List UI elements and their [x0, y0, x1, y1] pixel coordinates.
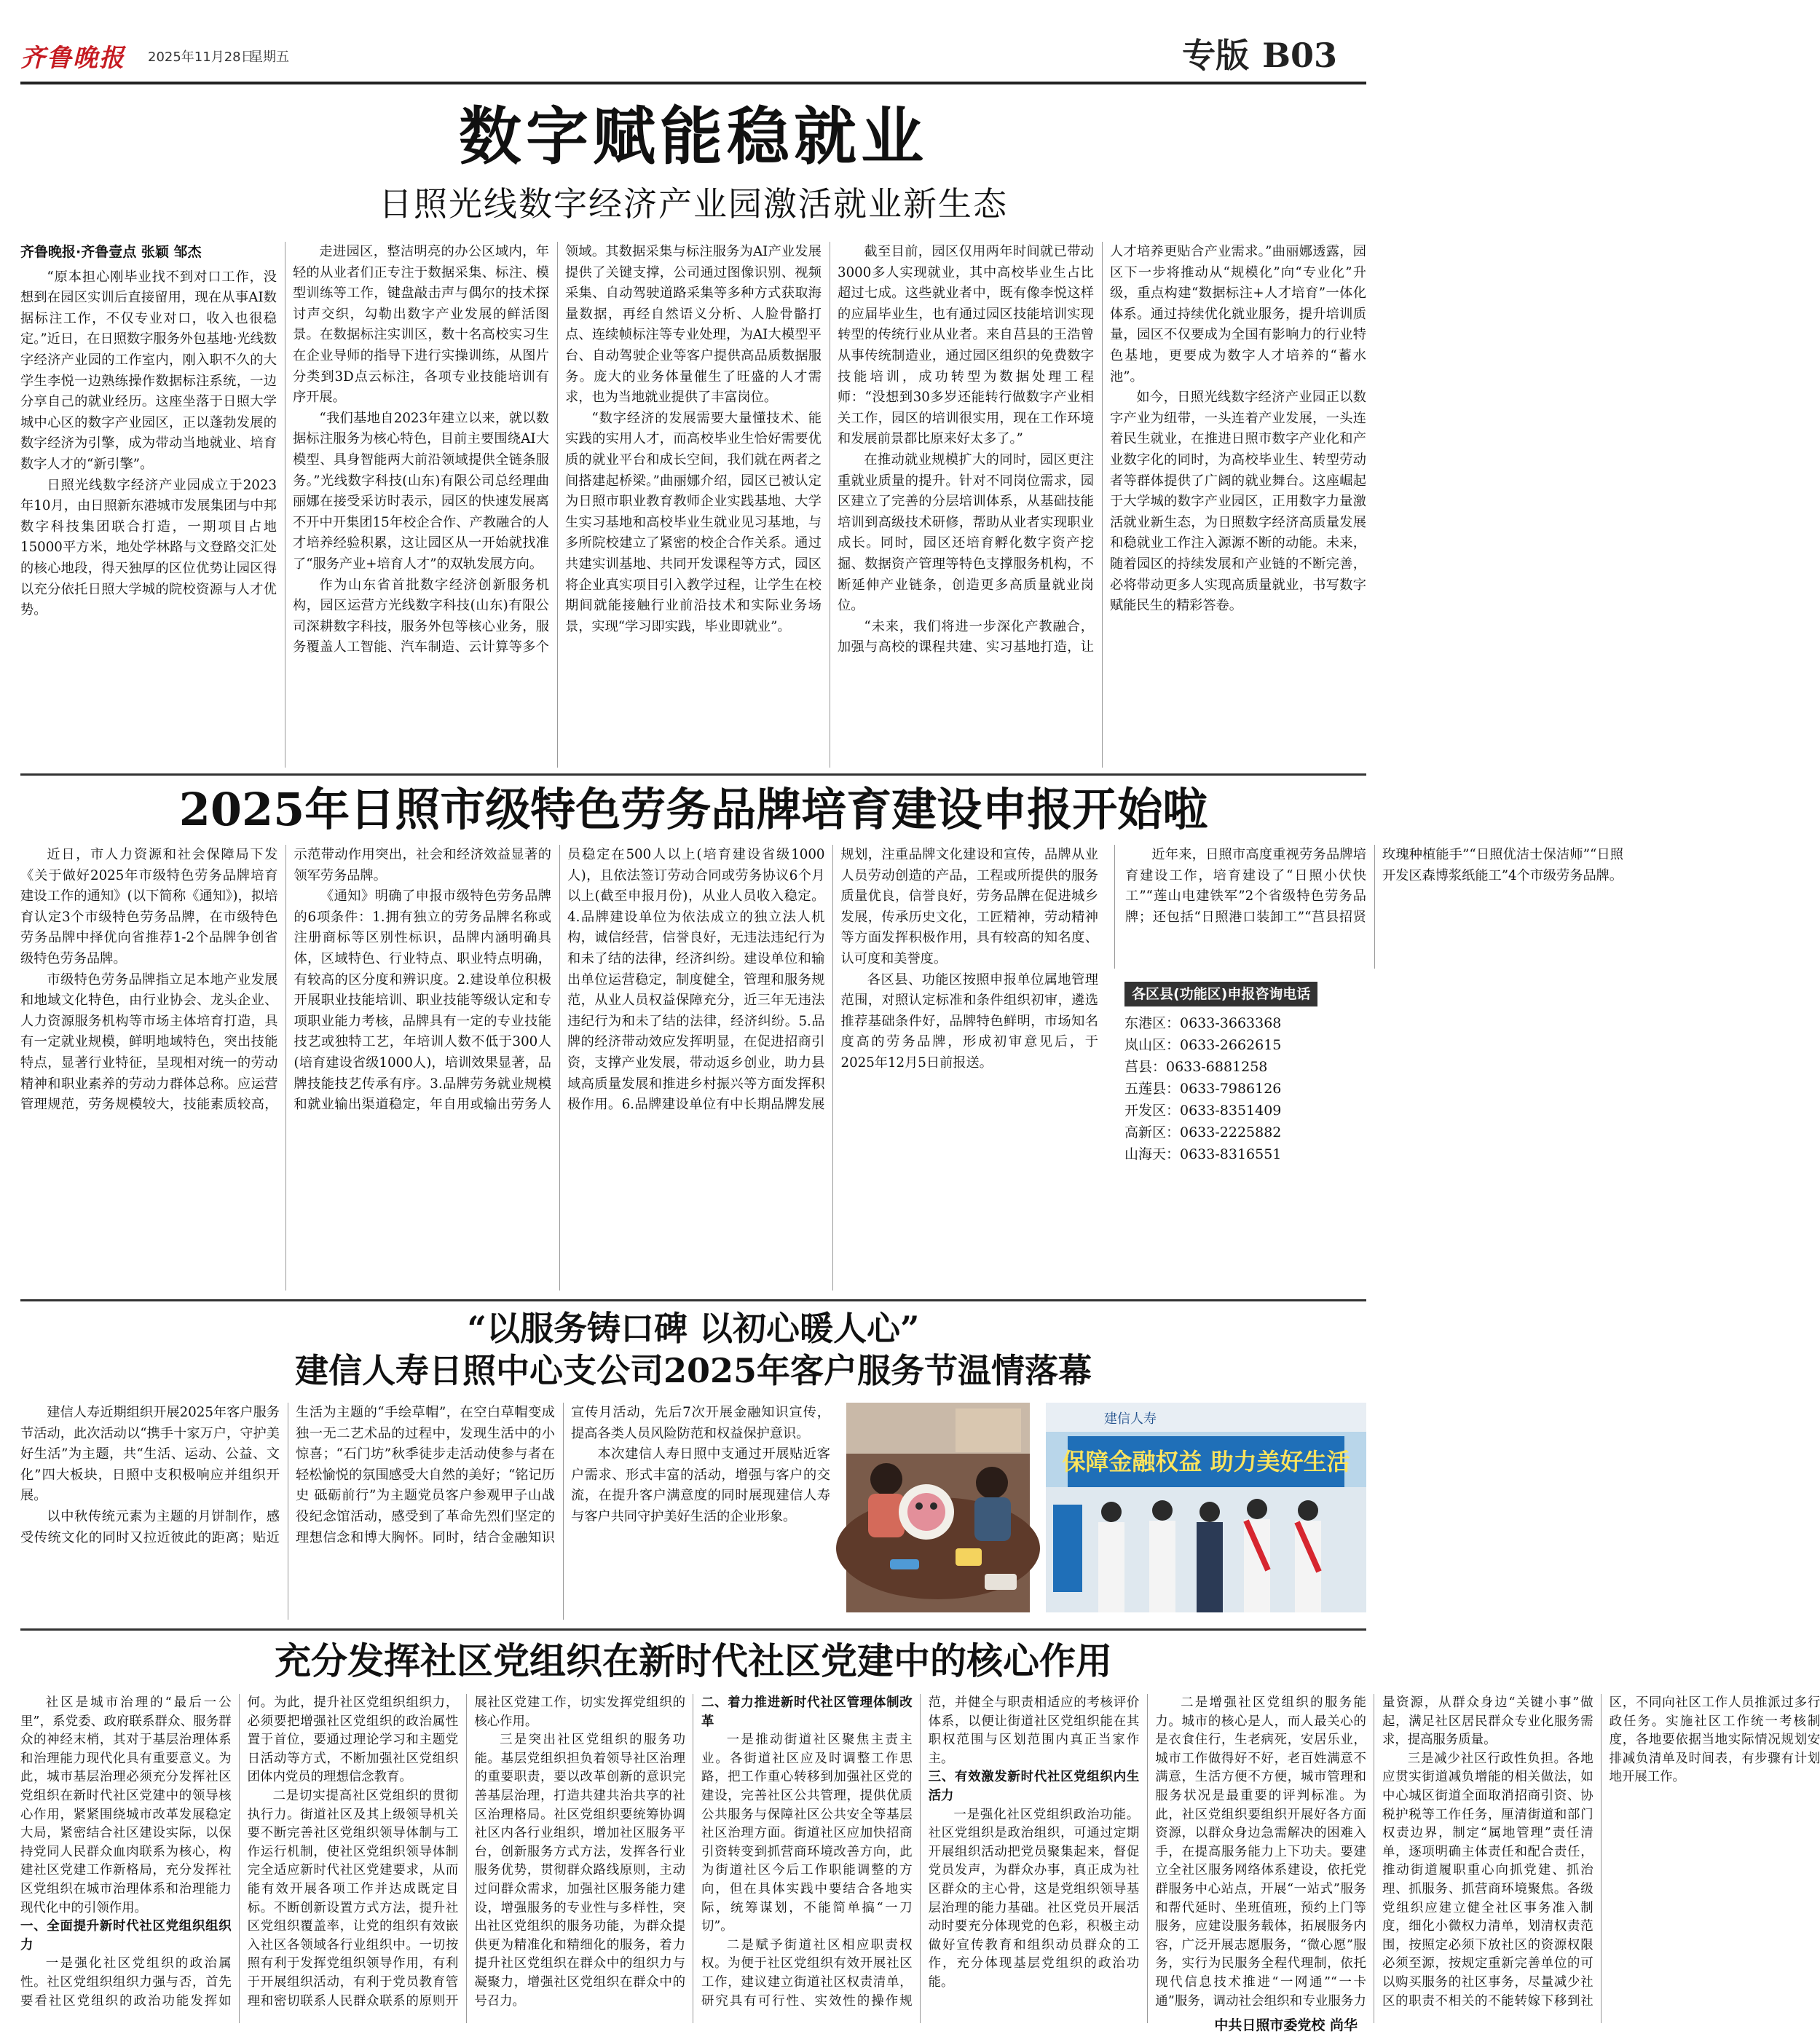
- article4-paragraph: 一是强化社区党组织政治功能。社区党组织是政治组织，可通过定期开展组织活动把党员聚集起来，督促党员发声，为群众办事，真正成为社区群众的主心骨，这是党组织领导基层治理的能力基础。社区党员开展活动时要充分体现党的色彩，积极主动做好宣传教育和组织动员群众的工作，充分体现基层党组织的政治功能。: [928, 1807, 1140, 1990]
- inquiry-item: 开发区：0633-8351409: [1124, 1103, 1282, 1119]
- outdoor-photo-illustration: [1046, 1403, 1366, 1612]
- article-divider: [20, 773, 1366, 776]
- photo-banner-text: 保障金融权益 助力美好生活: [1062, 1448, 1350, 1475]
- article1-paragraph: “我们基地自2023年建立以来，就以数据标注服务为核心特色，目前主要围绕AI大模型、具身智能两大前沿领域提供全链条服务。”光线数字科技(山东)有限公司总经理曲丽娜在接受采访时表示，园区的快速发展离不开中开集团15年校企合作、产教融合的人才培养经验积累，这让园区从一开始就找准了“服务产业+培育人才”的双轨发展方向。: [293, 410, 549, 572]
- article4-body: [20, 1694, 1820, 2023]
- article4-paragraph: 三是减少社区行政性负担。各地应贯实街道减负增能的相关做法，如中心城区街道全面取消招商引资、协税护税等工作任务，厘清街道和部门权责边界，制定“属地管理”责任清单，逐项明确主体责任和配合责任，推动街道履职重心向抓党建、抓治理、抓服务、抓营商环境聚焦。各级党组织应建立健全社区事务准入制度，细化小微权力清单，划清权责范围，按照定必须下放社区的资源权限必须至源，按规定重新完善单位的可以购买服务的社区事务，尽量减少社区的职责不相关的不能转嫁下移到社区，不同向社区工作人员推派过多行政任务。实施社区工作统一考核制度，各地要依据当地实际情况规划安排减负清单及时间表，有步骤有计划地开展工作。: [1382, 1695, 1820, 2009]
- masthead: [20, 0, 1366, 109]
- activity-photo-indoor: [846, 1403, 1030, 1612]
- article1-paragraph: 如今，日照光线数字经济产业园正以数字产业为纽带，一头连着产业发展，一头连着民生就业，在推进日照市数字产业化和产业数字化的同时，为高校毕业生、转型劳动者等群体提供了广阔的就业舞台。这座崛起于大学城的数字产业园区，正用数字力量激活就业新生态，为日照数字经济高质量发展和稳就业工作注入源源不断的动能。未来，随着园区的持续发展和产业链的不断完善，必将带动更多人实现高质量就业，书写数字赋能民生的精彩答卷。: [1110, 390, 1366, 614]
- article3-paragraph: 建信人寿近期组织开展2025年客户服务节活动，此次活动以“携手十家万户，守护美好生活”为主题，共“生活、运动、公益、文化”四大板块，日照中支积极响应并组织开展。: [20, 1405, 280, 1504]
- article2-title: 2025年日照市级特色劳务品牌培育建设申报开始啦: [178, 783, 1208, 836]
- article2-paragraph: 近年来，日照市高度重视劳务品牌培育建设工作，培育建设了“日照小伏快工”“莲山电建铁军”2个省级特色劳务品牌；还包括“日照港口装卸工”“莒县招贤玫瑰种植能手”“日照优洁士保洁师”“日照开发区森博浆纸能工”4个市级劳务品牌。: [1125, 847, 1623, 925]
- article1-paragraph: 日照光线数字经济产业园成立于2023年10月，由日照新东港城市发展集团与中邦数字科技集团联合打造，一期项目占地15000平方米，地处学林路与文登路交汇处的核心地段，得天独厚的区位优势让园区得以充分依托日照大学城的院校资源与人才优势。: [20, 477, 277, 618]
- article2-paragraph: 近日，市人力资源和社会保障局下发《关于做好2025年市级特色劳务品牌培育建设工作的通知》(以下简称《通知》)，拟培育认定3个市级特色劳务品牌，在市级特色劳务品牌中择优向省推荐1-2个品牌争创省级特色劳务品牌。: [20, 847, 278, 966]
- inquiry-item: 山海天：0633-8316551: [1124, 1146, 1282, 1162]
- inquiry-item: 五莲县：0633-7986126: [1124, 1081, 1282, 1097]
- article3-body: [20, 1403, 830, 1620]
- article4-author: 中共日照市委党校 尚华: [1214, 2017, 1358, 2033]
- issue-weekday: 星期五: [250, 50, 289, 65]
- article-divider: [20, 1299, 1366, 1301]
- article4-paragraph: 社区是城市治理的“最后一公里”，系党委、政府联系群众、服务群众的神经末梢，其对于基层治理体系和治理能力现代化具有重要意义。为此，城市基层治理必须充分发挥社区党组织在新时代社区党建中的领导核心作用，紧紧围绕城市改革发展稳定大局，紧密结合社区建设实际，以保持党同人民群众血肉联系为核心，构建社区党建工作新格局，充分发挥社区党组织在城市治理体系和治理能力现代化中的引领作用。: [20, 1695, 232, 1915]
- page-code: B03: [1262, 36, 1337, 75]
- article4-paragraph: 一是强化社区党组织的政治属性。社区党组织组织力强与否，首先要看社区党组织的政治功能发挥如何。为此，提升社区党组织组织力，必须要把增强社区党组织的政治属性置于首位，要通过理论学习和主题党日活动等方式，不断加强社区党组织团体内党员的理想信念教育。: [20, 1695, 459, 2009]
- indoor-photo-illustration: [846, 1403, 1030, 1612]
- article2-body: [20, 845, 1098, 1291]
- article1-paragraph: 截至目前，园区仅用两年时间就已带动3000多人实现就业，其中高校毕业生占比超过七成。这些就业者中，既有像李悦这样的应届毕业生，也有通过园区技能培训实现转型的传统行业从业者。来自莒县的王浩曾从事传统制造业，通过园区组织的免费数字技能培训，成功转型为数据处理工程师：“没想到30多岁还能转行做数字产业相关工作，园区的培训很实用，现在工作环境和发展前景都比原来好太多了。”: [838, 244, 1094, 447]
- article1-title: 数字赋能稳就业: [459, 100, 928, 173]
- masthead-rule: [20, 82, 1366, 84]
- article4-subheading: 三、有效激发新时代社区党组织内生活力: [928, 1770, 1140, 1803]
- article4-paragraph: 二是切实提高社区党组织的贯彻执行力。街道社区及其上级领导机关要不断完善社区党组织领导体制与工作运行机制，使社区党组织领导体制完全适应新时代社区党建要求，从而能有效开展各项工作并达成既定目标。不断创新设置方式方法，提升社区党组织覆盖率，让党的组织有效嵌入社区各领域各行业组织中。一切按照有利于发挥党组织领导作用，有利于开展组织活动，有利于党员教育管理和密切联系人民群众联系的原则开展社区党建工作，切实发挥党组织的核心作用。: [247, 1695, 685, 2009]
- article4-paragraph: 三是突出社区党组织的服务功能。基层党组织担负着领导社区治理的重要职责，要以改革创新的意识完善基层治理，打造共建共治共享的社区治理格局。社区党组织要统筹协调社区内各行业组织，增加社区服务平台，创新服务方式方法，发挥各行业服务优势，贯彻群众路线原则，主动过问群众需求，加强社区服务能力建设，增强服务的专业性与多样性，突出社区党组织的服务功能，为群众提供更为精准化和精细化的服务，着力提升社区党组织在群众中的组织力与凝聚力，增强社区党组织在群众中的号召力。: [474, 1733, 685, 2009]
- article1-paragraph: 走进园区，整洁明亮的办公区域内，年轻的从业者们正专注于数据采集、标注、模型训练等工作，键盘敲击声与偶尔的技术探讨声交织，勾勒出数字产业发展的鲜活图景。在数据标注实训区，数十名高校实习生在企业导师的指导下进行实操训练，从图片分类到3D点云标注，各项专业技能培训有序开展。: [293, 244, 549, 406]
- inquiry-box: [1124, 982, 1365, 1165]
- article4-paragraph: 二是增强社区党组织的服务能力。城市的核心是人，而人最关心的是衣食住行，生老病死，安居乐业，城市工作做得好不好，老百姓满意不满意，生活方便不方便，城市管理和服务状况是最重要的评判标准。为此，社区党组织要组织开展好各方面资源，以群众身边急需解决的困难入手，在提高服务能力上下功夫。要建立全社区服务网络体系建设，依托党群服务中心站点，开展“一站式”服务和帮代延时、坐班值班，预约上门等服务，应建设服务载体，拓展服务内容，广泛开展志愿服务，“微心愿”服务，实行为民服务全程代理制，依托现代信息技术推进“一网通”“一卡通”服务，调动社会组织和专业服务力量资源，从群众身边“关键小事”做起，满足社区居民群众专业化服务需求，提高服务质量。: [1155, 1695, 1594, 2009]
- inquiry-item: 高新区：0633-2225882: [1124, 1124, 1282, 1140]
- newspaper-logo: 齐鲁晚报: [20, 44, 125, 73]
- article4-subheading: 一、全面提升新时代社区党组织组织力: [20, 1919, 232, 1953]
- article1-body: [20, 242, 1366, 768]
- article4-paragraph: 一是推动街道社区聚焦主责主业。各街道社区应及时调整工作思路，把工作重心转移到加强社区党的建设，完善社区公共管理，提供优质公共服务与保障社区公共安全等基层社区治理方面。街道社区应加快招商引资转变到抓营商环境改善方向，此为街道社区今后工作职能调整的方向，但在具体实践中要结合各地实际，统筹谋划，不能简单搞“一刀切”。: [701, 1733, 913, 1934]
- article3-paragraph: 本次建信人寿日照中支通过开展贴近客户需求、形式丰富的活动，增强与客户的交流，在提升客户满意度的同时展现建信人寿与客户共同守护美好生活的企业形象。: [571, 1446, 830, 1524]
- section-name: 专版: [1182, 36, 1250, 75]
- inquiry-item: 莒县：0633-6881258: [1124, 1059, 1268, 1075]
- article3-title-line1: “以服务铸口碑 以初心暖人心”: [467, 1309, 920, 1348]
- article2-side-text: [1114, 845, 1623, 969]
- article1-paragraph: “未来，我们将进一步深化产教融合，加强与高校的课程共建、实习基地打造，让人才培养更贴合产业需求。”曲丽娜透露，园区下一步将推动从“规模化”向“专业化”升级，重点构建“数据标注+人才培育”一体化体系。通过持续优化就业服务，提升培训质量，园区不仅要成为全国有影响力的行业特色基地，更要成为数字人才培养的“蓄水池”。: [838, 244, 1366, 655]
- article1-subtitle: 日照光线数字经济产业园激活就业新生态: [379, 184, 1008, 224]
- inquiry-item: 东港区：0633-3663368: [1124, 1015, 1282, 1031]
- activity-photo-outdoor: [1046, 1403, 1366, 1612]
- article-divider: [20, 1628, 1366, 1631]
- article2-paragraph: 市级特色劳务品牌指立足本地产业发展和地域文化特色，由行业协会、龙头企业、人力资源服务机构等市场主体培育打造，具有一定就业规模，鲜明地域特色，突出技能特点，显著行业特征，呈现相对统一的劳动精神和职业素养的劳动力群体总称。应运营管理规范，劳务规模较大，技能素质较高，示范带动作用突出，社会和经济效益显著的领军劳务品牌。: [20, 847, 551, 1113]
- article4-subheading: 二、着力推进新时代社区管理体制改革: [701, 1695, 913, 1729]
- inquiry-item: 岚山区：0633-2662615: [1124, 1037, 1282, 1053]
- article2-paragraph: 《通知》明确了申报市级特色劳务品牌的6项条件：1.拥有独立的劳务品牌名称或注册商标等区别性标识，品牌内涵明确具体，区域特色、行业特点、职业特点明确，有较高的区分度和辨识度。2.建设单位积极开展职业技能培训、职业技能等级认定和专项职业能力考核，品牌具有一定的专业技能技艺或独特工艺，年培训人数不低于300人(培育建设省级1000人)，培训效果显著，品牌技能技艺传承有序。3.品牌劳务就业规模和就业输出渠道稳定，年自用或输出劳务人员稳定在500人以上(培育建设省级1000人)，且依法签订劳动合同或劳务协议6个月以上(截至申报月份)，从业人员收入稳定。4.品牌建设单位为依法成立的独立法人机构，诚信经营，信誉良好，无违法违纪行为和未了结的法律，经济纠纷。建设单位和输出单位运营稳定，制度健全，管理和服务规范，从业人员权益保障充分，近三年无违法违纪行为和未了结的法律，经济纠纷。5.品牌的经济带动效应发挥明显，在促进招商引资，支撑产业发展，带动返乡创业，助力县域高质量发展和推进乡村振兴等方面发挥积极作用。6.品牌建设单位有中长期品牌发展规划，注重品牌文化建设和宣传，品牌从业人员劳动创造的产品，工程或所提供的服务质量优良，信誉良好，劳务品牌在促进城乡发展，传承历史文化，工匠精神，劳动精神等方面发挥积极作用，具有较高的知名度、认可度和美誉度。: [294, 847, 1098, 1113]
- article1-byline: 齐鲁晚报·齐鲁壹点 张颖 邹杰: [20, 244, 202, 260]
- article3-title-line2: 建信人寿日照中心支公司2025年客户服务节温情落幕: [294, 1351, 1092, 1390]
- article2-paragraph: 各区县、功能区按照申报单位属地管理范围，对照认定标准和条件组织初审，遴选推荐基础条件好，品牌特色鲜明，市场知名度高的劳务品牌，形成初审意见后，于2025年12月5日前报送。: [840, 972, 1098, 1071]
- article1-paragraph: 在推动就业规模扩大的同时，园区更注重就业质量的提升。针对不同岗位需求，园区建立了完善的分层培训体系，从基础技能培训到高级技术研修，帮助从业者实现职业成长。同时，园区还培育孵化数字资产挖掘、数据资产管理等特色支撑服务机构，不断延伸产业链条，创造更多高质量就业岗位。: [838, 452, 1094, 614]
- article3-paragraph: 以中秋传统元素为主题的月饼制作，感受传统文化的同时又拉近彼此的距离；贴近生活为主题的“手绘草帽”，在空白草帽变成独一无二艺术品的过程中，发现生活中的小惊喜；“石门坊”秋季徒步走活动使参与者在轻松愉悦的氛围感受大自然的美好；“铭记历史 砥砺前行”为主题党员客户参观甲子山战役纪念馆活动，感受到了革命先烈们坚定的理想信念和博大胸怀。同时，结合金融知识宣传月活动，先后7次开展金融知识宣传，提高各类人员风险防范和权益保护意识。: [20, 1405, 830, 1545]
- article1-paragraph: 作为山东省首批数字经济创新服务机构，园区运营方光线数字科技(山东)有限公司深耕数字科技，服务外包等核心业务，服务覆盖人工智能、汽车制造、云计算等多个领域。其数据采集与标注服务为AI产业发展提供了关键支撑，公司通过图像识别、视频采集、自动驾驶道路采集等多种方式获取海量数据，再经自然语义分析、人脸骨骼打点、连续帧标注等专业处理，为AI大模型平台、自动驾驶企业等客户提供高品质数据服务。庞大的业务体量催生了旺盛的人才需求，也为当地就业提供了丰富岗位。: [293, 244, 822, 655]
- inquiry-title: 各区县(功能区)申报咨询电话: [1124, 982, 1317, 1006]
- section-label: [1182, 29, 1337, 77]
- article1-paragraph: “原本担心刚毕业找不到对口工作，没想到在园区实训后直接留用，现在从事AI数据标注工作，不仅专业对口，收入也很稳定。”近日，在日照数字服务外包基地·光线数字经济产业园的工作室内，刚入职不久的大学生李悦一边熟练操作数据标注系统，一边分享自己的就业经历。这座坐落于日照大学城中心区的数字产业园区，正以蓬勃发展的数字经济为引擎，成为带动当地就业、培育数字人才的“新引擎”。: [20, 269, 277, 472]
- article4-title: 充分发挥社区党组织在新时代社区党建中的核心作用: [275, 1639, 1112, 1682]
- article1-paragraph: “数字经济的发展需要大量懂技术、能实践的实用人才，而高校毕业生恰好需要优质的就业平台和成长空间，我们就在两者之间搭建起桥梁。”曲丽娜介绍，园区已被认定为日照市职业教育教师企业实践基地、大学生实习基地和高校毕业生就业见习基地，与多所院校建立了紧密的校企合作关系。通过共建实训基地、共同开发课程等方式，园区将企业真实项目引入教学过程，让学生在校期间就能接触行业前沿技术和实际业务场景，实现“学习即实践，毕业即就业”。: [565, 410, 822, 634]
- article4-paragraph: 二是赋予街道社区相应职责权权。为便于社区党组织有效开展社区工作，建议建立街道社区权责清单，研究具有可行性、实效性的操作规范，并健全与职责相适应的考核评价体系，以便让街道社区党组织能在其职权范围与区划范围内真正当家作主。: [701, 1695, 1140, 2009]
- photo-logo-text: 建信人寿: [1104, 1411, 1157, 1427]
- issue-date: 2025年11月28日: [148, 50, 254, 65]
